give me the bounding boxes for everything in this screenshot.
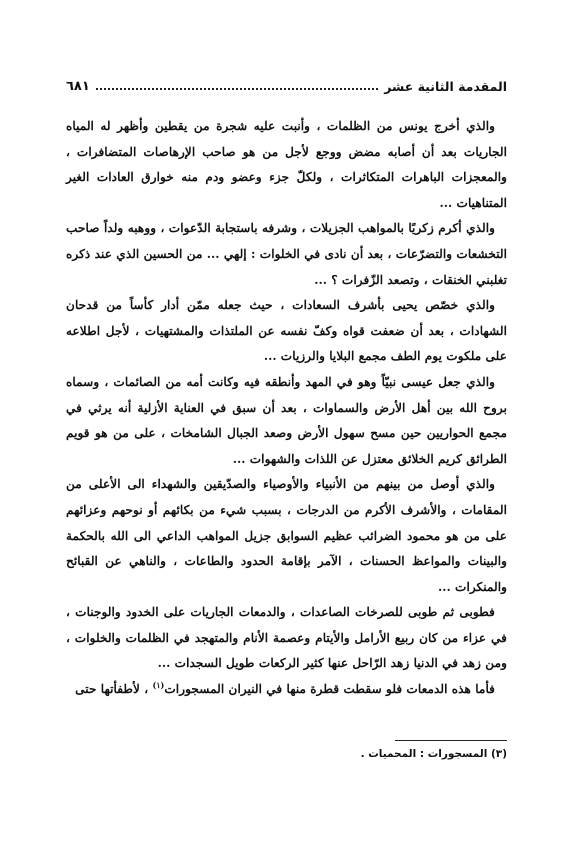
page-header (66, 76, 507, 96)
page-number: ٦٨١ (66, 78, 90, 94)
body-text (66, 114, 507, 703)
paragraph-last-text: فأما هذه الدمعات فلو سقطت قطرة منها في النيران المسجورات (164, 682, 495, 697)
paragraph: والذي جعل عيسى نبيّاً وهو في المهد وأنطقه فيه وكانت أمه من الصائمات ، وسماه بروح الله بين أهل الأرض والسماوات ، بعد أن سبق في العناية الأزلية أنه يرثي في مجمع الحواريين حين مسح سهول الأرض وصعد الجبال الشامخات ، على من هو قويم الطرائق كريم الخلائق معتزل عن اللذات والشهوات ... (66, 374, 507, 466)
leader-dots (96, 88, 378, 90)
footnote-reference: (١) (152, 680, 165, 690)
paragraph: والذي أكرم زكريًا بالمواهب الجزيلات ، وشرفه باستجابة الدّعوات ، ووهبه ولداً صاحب التخشعات والتضرّعات ، بعد أن نادى في الخلوات : إلهي ... من الحسين الذي عند ذكره تغلبني الخنقات ، وتصعد الزّفرات ؟ ... (66, 221, 507, 287)
paragraph: والذي أخرج يونس من الظلمات ، وأنبت عليه شجرة من يقطين وأظهر له المياه الجاريات بعد أن أصابه مضض ووجع لأجل من هو صاحب الإرهاصات المتضافرات ، والمعجزات الباهرات المتكاثرات ، ولكلّ جزء وعضو ودم منه خوارق العادات الغير المتناهيات ... (66, 119, 507, 210)
paragraph-last (66, 677, 507, 703)
paragraph-last-tail: ، لأطفأتها حتى (75, 682, 149, 697)
footnote-divider (395, 740, 507, 741)
paragraph: فطوبى ثم طوبى للصرخات الصاعدات ، والدمعات الجاريات على الخدود والوجنات ، في عزاء من كان ربيع الأرامل والأيتام وعصمة الأنام والمتهجد في الظلمات والخلوات ، ومن زهد في الدنيا زهد الرّاحل عنها كثير الركعات طويل السجدات ... (66, 605, 507, 671)
running-title: المقدمة الثانية عشر (384, 78, 507, 94)
paragraph: والذي أوصل من بينهم من الأنبياء والأوصياء والصدّيقين والشهداء الى الأعلى من المقامات ، والأشرف الأكرم من الدرجات ، بسبب شيء من بكائهم أو نوحهم وعزائهم على من هو محمود الضرائب عظيم السوابق جزيل المواهب الداعي الى الله بالحكمة والبينات والمواعظ الحسنات ، الآمر بإقامة الحدود والطاعات ، والناهي عن القبائح والمنكرات ... (66, 477, 507, 594)
footnote: (٣) المسجورات : المحميات . (360, 748, 507, 760)
paragraph: والذي خصّص يحيى بأشرف السعادات ، حيث جعله ممّن أدار كأساً من قدحان الشهادات ، بعد أن ضعفت قواه وكفّ نفسه عن الملتذات والمشتهيات ، لأجل اطلاعه على ملكوت يوم الطف مجمع البلايا والرزيات ... (66, 298, 507, 364)
